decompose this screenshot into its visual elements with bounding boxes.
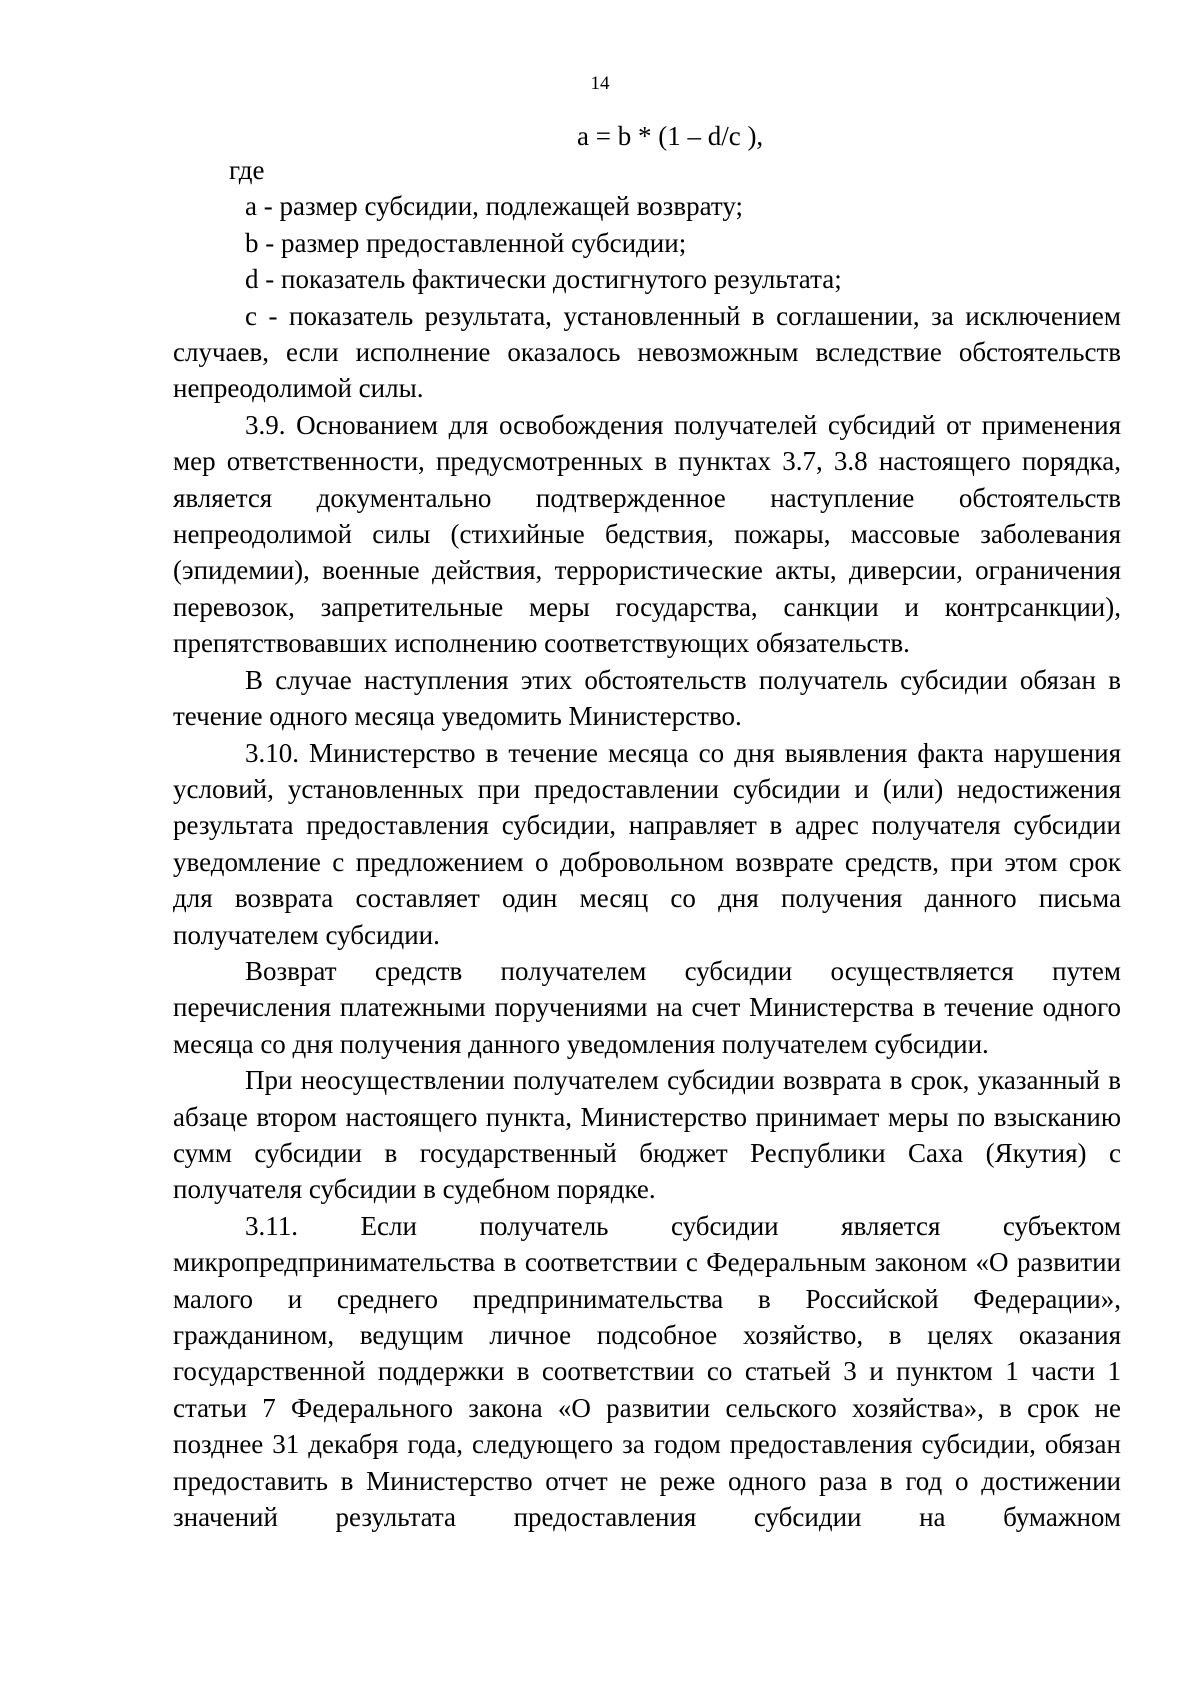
paragraph-definition-d: d - показатель фактически достигнутого результата;	[245, 264, 842, 295]
paragraph-clause-3-10: 3.10. Министерство в течение месяца со дня выявления факта нарушения условий, установленных при предоставлении субсидии и (или) недостижения результата предоставления субсидии, направляет в адрес получателя субсидии уведомление с предложением о добровольном возврате средств, при этом срок для возврата составляет один месяц со дня получения данного письма получателем субсидии.	[173, 737, 1121, 950]
formula: a = b * (1 – d/c ),	[577, 121, 764, 151]
paragraph-where: где	[229, 155, 265, 185]
paragraph-definition-a: a - размер субсидии, подлежащей возврату;	[245, 191, 743, 222]
paragraph-clause-3-9: 3.9. Основанием для освобождения получателей субсидий от применения мер ответственности, предусмотренных в пунктах 3.7, 3.8 настоящего порядка, является документально подтвержденное наступление обстоятельств непреодолимой силы (стихийные бедствия, пожары, массовые заболевания (эпидемии), военные действия, террористические акты, диверсии, ограничения перевозок, запретительные меры государства, санкции и контрсанкции), препятствовавших исполнению соответствующих обязательств.	[173, 409, 1121, 659]
paragraph-clause-3-11: 3.11. Если получатель субсидии является субъектом микропредпринимательства в соответствии с Федеральным законом «О развитии малого и среднего предпринимательства в Российской Федерации», гражданином, ведущим личное подсобное хозяйство, в целях оказания государственной поддержки в соответствии со статьей 3 и пунктом 1 части 1 статьи 7 Федерального закона «О развитии сельского хозяйства», в срок не позднее 31 декабря года, следующего за годом предоставления субсидии, обязан предоставить в Министерство отчет не реже одного раза в год о достижении значений результата предоставления субсидии на бумажном	[173, 1210, 1121, 1533]
page-number: 14	[590, 73, 610, 94]
document-body	[173, 152, 1121, 1535]
paragraph-definition-c: c - показатель результата, установленный в соглашении, за исключением случаев, если исполнение оказалось невозможным вследствие обстоятельств непреодолимой силы.	[173, 300, 1121, 404]
paragraph-recovery: При неосуществлении получателем субсидии возврата в срок, указанный в абзаце втором настоящего пункта, Министерство принимает меры по взысканию сумм субсидии в государственный бюджет Республики Саха (Якутия) с получателя субсидии в судебном порядке.	[173, 1065, 1121, 1205]
paragraph-notification: В случае наступления этих обстоятельств получатель субсидии обязан в течение одного месяца уведомить Министерство.	[173, 664, 1121, 732]
paragraph-refund: Возврат средств получателем субсидии осуществляется путем перечисления платежными поручениями на счет Министерства в течение одного месяца со дня получения данного уведомления получателем субсидии.	[173, 955, 1121, 1059]
paragraph-definition-b: b - размер предоставленной субсидии;	[245, 227, 687, 258]
